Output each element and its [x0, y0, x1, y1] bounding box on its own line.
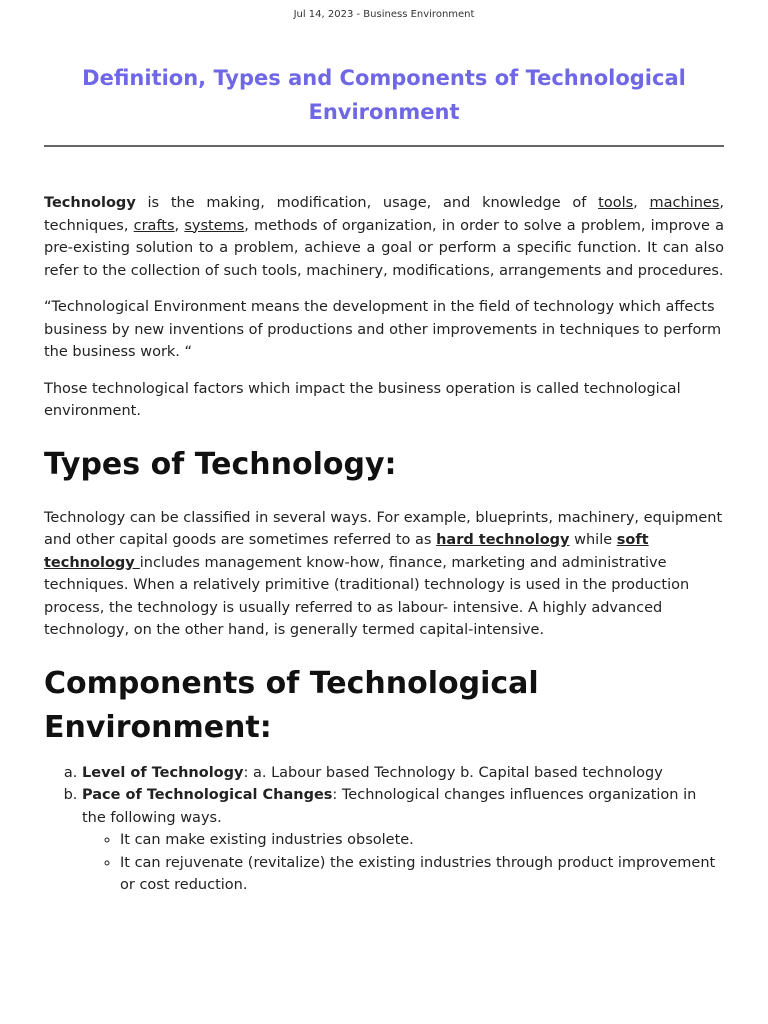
page-title: Definition, Types and Components of Technological Environment [82, 66, 686, 124]
level-of-technology-text: : a. Labour based Technology b. Capital based technology [243, 764, 663, 781]
level-of-technology-label: Level of Technology [82, 764, 244, 781]
soft-technology-link[interactable]: soft technology [44, 532, 649, 571]
page-meta: Jul 14, 2023 - Business Environment [293, 9, 475, 20]
intro-paragraph [44, 192, 724, 282]
types-text-3: includes management know-how, finance, marketing and administrative techniques. When a relatively primitive (traditional) technology is used in the production process, the technology is usually referred to as labour- intensive. A highly advanced technology, on the other hand, is generally termed capital-intensive. [44, 554, 690, 638]
quote-paragraph: “Technological Environment means the development in the field of technology which affects business by new inventions of productions and other improvements in techniques to perform the business work. “ [44, 299, 722, 360]
types-paragraph [44, 507, 724, 642]
intro-text-3: , techniques, [44, 195, 724, 234]
sublist-item: ◦ It can rejuvenate (revitalize) the existing industries through product improvement or cost reduction. [120, 852, 724, 897]
technology-term: Technology [44, 195, 136, 211]
intro-text-1: is the making, modification, usage, and knowledge of [135, 195, 599, 211]
components-list [44, 762, 724, 897]
types-heading: Types of Technology: [44, 446, 397, 482]
intro-text-4: , [174, 217, 185, 234]
factors-paragraph: Those technological factors which impact the business operation is called technological environment. [44, 380, 681, 419]
article-body [44, 192, 724, 897]
list-item [82, 762, 724, 785]
hard-technology-link[interactable]: hard technology [436, 532, 570, 548]
intro-text-5: , methods of organization, in order to solve a problem, improve a pre-existing solution to a problem, achieve a goal or perform a specific function. It can also refer to the collection of such tools, machinery, modifications, arrangements and procedures. [44, 217, 725, 279]
types-text-1: Technology can be classified in several ways. For example, blueprints, machinery, equipment and other capital goods are sometimes referred to as [44, 509, 723, 548]
types-text-2: while [569, 532, 617, 548]
title-divider [44, 145, 724, 147]
systems-link[interactable]: systems [184, 217, 245, 234]
sublist-item: ◦ It can make existing industries obsolete. [120, 829, 724, 852]
tools-link[interactable]: tools [598, 195, 634, 211]
list-item [82, 784, 724, 897]
crafts-link[interactable]: crafts [133, 217, 175, 234]
changes-sublist [82, 829, 724, 897]
pace-of-changes-label: Pace of Technological Changes [82, 787, 333, 803]
intro-text-2: , [633, 195, 650, 211]
pace-of-changes-text: : Technological changes influences organization in the following ways. [82, 787, 697, 826]
components-heading: Components of Technological Environment: [44, 665, 539, 745]
machines-link[interactable]: machines [649, 195, 720, 211]
